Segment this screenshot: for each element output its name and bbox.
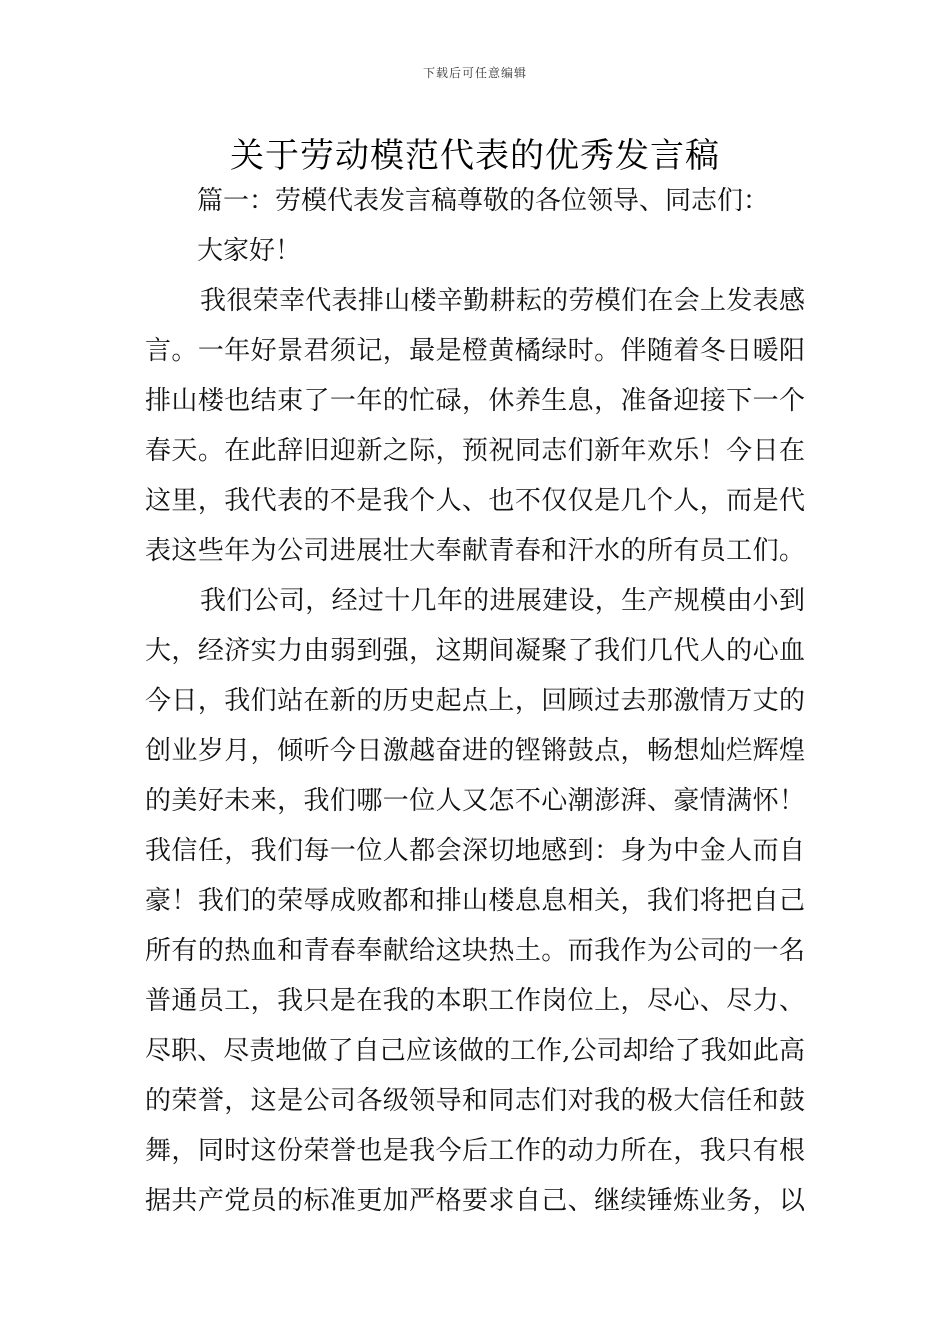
paragraph-line: 的荣誉，这是公司各级领导和同志们对我的极大信任和鼓 (145, 1086, 805, 1116)
document-title: 关于劳动模范代表的优秀发言稿 (230, 136, 720, 176)
header-note: 下载后可任意编辑 (422, 66, 527, 80)
paragraph-line: 言。一年好景君须记，最是橙黄橘绿时。伴随着冬日暖阳 (145, 336, 805, 366)
paragraph-line: 今日，我们站在新的历史起点上，回顾过去那激情万丈的 (145, 686, 805, 716)
subtitle-line: 篇一：劳模代表发言稿尊敬的各位领导、同志们： (197, 186, 770, 216)
paragraph-line: 舞，同时这份荣誉也是我今后工作的动力所在，我只有根 (145, 1136, 805, 1166)
paragraph-line: 的美好未来，我们哪一位人又怎不心潮澎湃、豪情满怀！ (145, 786, 805, 816)
paragraph-line: 表这些年为公司进展壮大奉献青春和汗水的所有员工们。 (145, 536, 805, 566)
paragraph-line: 我很荣幸代表排山楼辛勤耕耘的劳模们在会上发表感 (200, 286, 805, 316)
paragraph-line: 所有的热血和青春奉献给这块热土。而我作为公司的一名 (145, 936, 805, 966)
paragraph-line: 我们公司，经过十几年的进展建设，生产规模由小到 (200, 586, 805, 616)
paragraph-line: 据共产党员的标准更加严格要求自己、继续锤炼业务，以 (145, 1186, 805, 1216)
paragraph-line: 普通员工，我只是在我的本职工作岗位上，尽心、尽力、 (145, 986, 805, 1016)
paragraph-line: 大，经济实力由弱到强，这期间凝聚了我们几代人的心血 (145, 636, 805, 666)
paragraph-line: 这里，我代表的不是我个人、也不仅仅是几个人，而是代 (145, 486, 805, 516)
paragraph-line: 春天。在此辞旧迎新之际，预祝同志们新年欢乐！今日在 (145, 436, 805, 466)
paragraph-line: 豪！我们的荣辱成败都和排山楼息息相关，我们将把自己 (145, 886, 805, 916)
paragraph-line: 尽职、尽责地做了自己应该做的工作,公司却给了我如此高 (145, 1036, 805, 1066)
paragraph-line: 创业岁月，倾听今日激越奋进的铿锵鼓点，畅想灿烂辉煌 (145, 736, 805, 766)
paragraph-line: 排山楼也结束了一年的忙碌，休养生息，准备迎接下一个 (145, 386, 805, 416)
greeting-line: 大家好！ (197, 236, 302, 266)
paragraph-line: 我信任，我们每一位人都会深切地感到：身为中金人而自 (145, 836, 805, 866)
